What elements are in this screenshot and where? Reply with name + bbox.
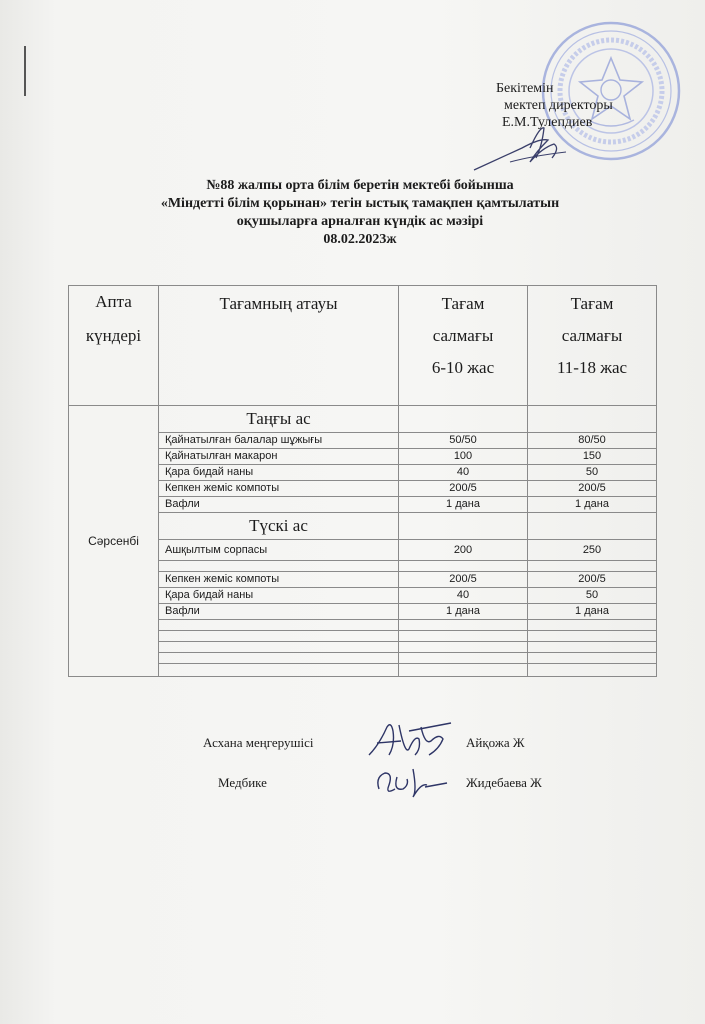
nurse-role: Медбике: [218, 775, 267, 790]
weight-11-18: 1 дана: [528, 497, 657, 513]
weight-11-18: 50: [528, 465, 657, 481]
weight-6-10: 100: [399, 449, 528, 465]
cook-role: Асхана меңгерушісі: [203, 735, 314, 750]
weight-6-10: 200/5: [399, 572, 528, 588]
dish-name: Кепкен жеміс компоты: [159, 572, 399, 588]
dish-name: Қайнатылған балалар шұжығы: [159, 433, 399, 449]
title-date: 08.02.2023ж: [323, 232, 397, 247]
weight-11-18: 200/5: [528, 572, 657, 588]
weight-11-18: 80/50: [528, 433, 657, 449]
breakfast-row: [69, 406, 657, 433]
weight-11-18: 150: [528, 449, 657, 465]
weight-11-18: 200/5: [528, 481, 657, 497]
header-weight-11-18: Тағам салмағы 11-18 жас: [528, 286, 657, 406]
header-dish-name: Тағамның атауы: [159, 286, 399, 406]
header-days: Апта күндері: [69, 286, 159, 406]
approval-line-3: Е.М.Тулепдиев: [502, 115, 593, 130]
weight-6-10: 40: [399, 588, 528, 604]
dish-name: Қайнатылған макарон: [159, 449, 399, 465]
document-title: [100, 177, 620, 249]
title-line-1: №88 жалпы орта білім беретін мектебі бойынша: [206, 178, 514, 193]
cook-signature-icon: [365, 715, 455, 765]
weight-11-18: 50: [528, 588, 657, 604]
dish-name: Кепкен жеміс компоты: [159, 481, 399, 497]
weight-11-18: 1 дана: [528, 604, 657, 620]
table-header-row: [69, 286, 657, 406]
weight-11-18: 250: [528, 540, 657, 561]
margin-line: [24, 46, 26, 96]
menu-table: [68, 285, 657, 677]
dish-name: Қара бидай наны: [159, 588, 399, 604]
dish-name: Вафли: [159, 604, 399, 620]
title-line-2: «Міндетті білім қорынан» тегін ыстық тамақпен қамтылатын: [160, 196, 560, 211]
day-cell: Сәрсенбі: [69, 406, 159, 677]
nurse-signature-icon: [373, 763, 453, 803]
weight-6-10: 200/5: [399, 481, 528, 497]
cook-name: Айқожа Ж: [466, 735, 525, 750]
title-line-3: оқушыларға арналған күндік ас мәзірі: [236, 214, 484, 229]
breakfast-label: Таңғы ас: [159, 406, 399, 433]
dish-name: Ашқылтым сорпасы: [159, 540, 399, 561]
approval-line-2: мектеп директоры: [504, 98, 613, 113]
dish-name: Вафли: [159, 497, 399, 513]
weight-6-10: 40: [399, 465, 528, 481]
header-weight-6-10: Тағам салмағы 6-10 жас: [399, 286, 528, 406]
weight-6-10: 200: [399, 540, 528, 561]
weight-6-10: 1 дана: [399, 497, 528, 513]
nurse-name: Жидебаева Ж: [466, 775, 542, 790]
director-signature-icon: [470, 118, 570, 178]
weight-6-10: 1 дана: [399, 604, 528, 620]
weight-6-10: 50/50: [399, 433, 528, 449]
approval-line-1: Бекітемін: [496, 81, 554, 96]
lunch-label: Түскі ас: [159, 513, 399, 540]
dish-name: Қара бидай наны: [159, 465, 399, 481]
